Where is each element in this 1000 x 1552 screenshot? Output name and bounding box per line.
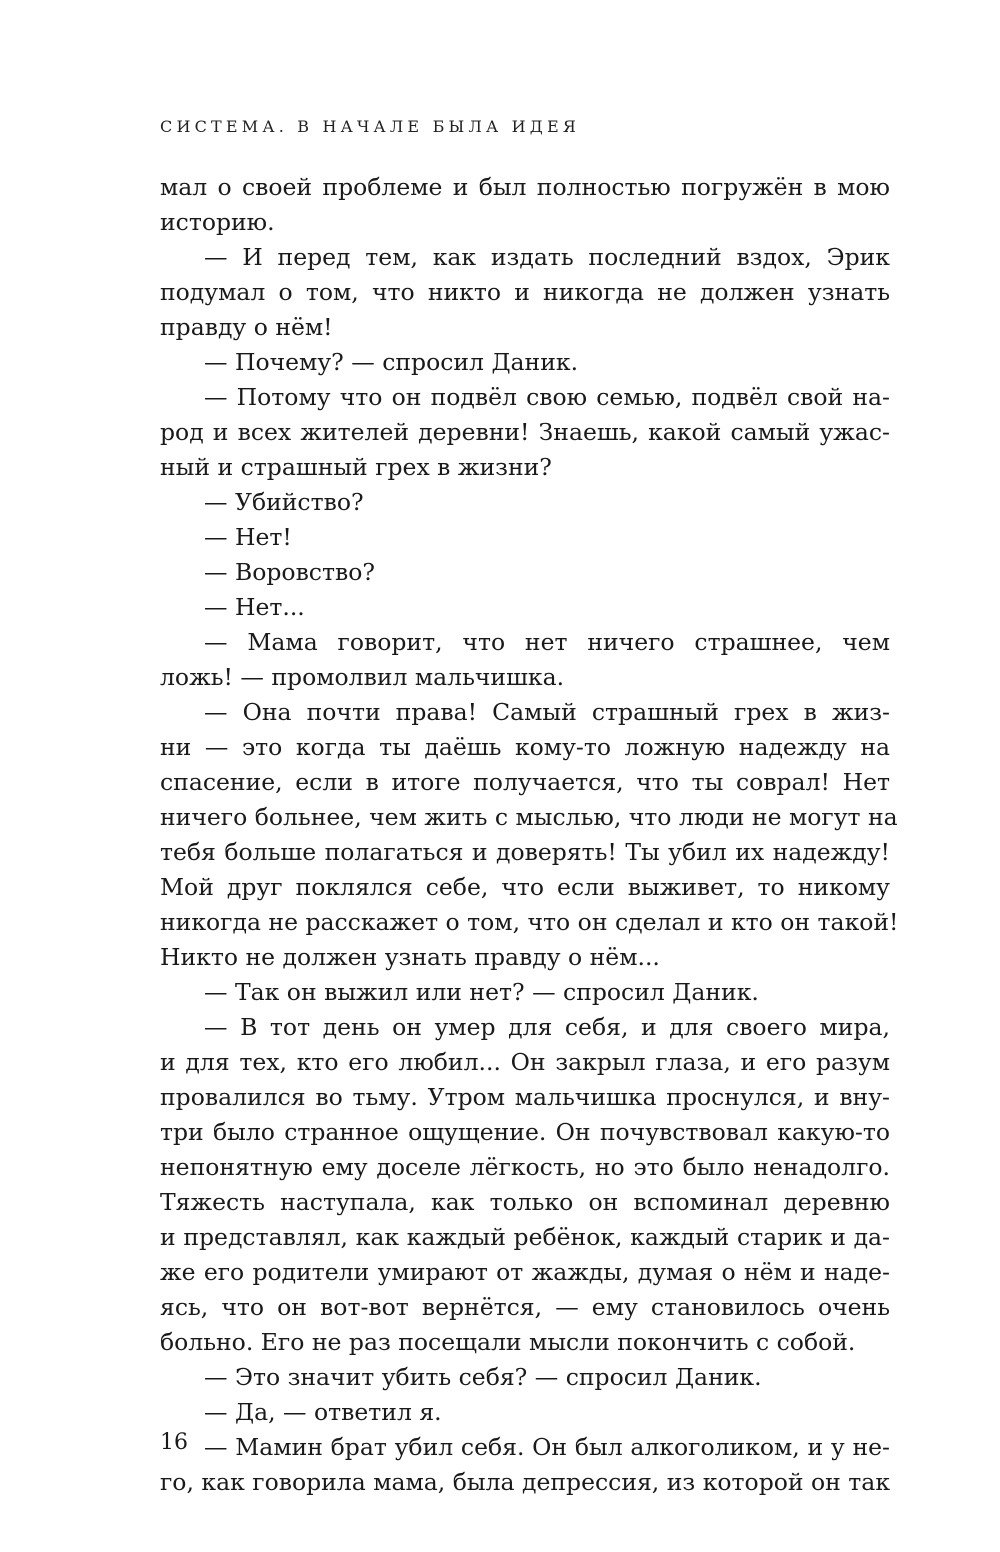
- text-line: историю.: [160, 208, 275, 236]
- paragraph: [160, 1430, 890, 1500]
- text-line: — Нет!: [204, 523, 292, 551]
- text-line: и для тех, кто его любил... Он закрыл глаза, и его разум: [160, 1048, 890, 1076]
- paragraph: [160, 240, 890, 345]
- paragraph: [160, 380, 890, 485]
- paragraph: [160, 520, 890, 555]
- text-line: мал о своей проблеме и был полностью погружён в мою: [160, 173, 890, 201]
- text-line: же его родители умирают от жажды, думая о нём и наде-: [160, 1258, 890, 1286]
- text-line: непонятную ему доселе лёгкость, но это было ненадолго.: [160, 1153, 890, 1181]
- paragraph: [160, 1010, 890, 1360]
- text-line: Тяжесть наступала, как только он вспоминал деревню: [160, 1188, 890, 1216]
- paragraph: [160, 1395, 890, 1430]
- text-line: — В тот день он умер для себя, и для своего мира,: [204, 1013, 890, 1041]
- text-line: — Мамин брат убил себя. Он был алкоголиком, и у не-: [204, 1433, 890, 1461]
- paragraph: [160, 1360, 890, 1395]
- page-number: 16: [160, 1430, 188, 1455]
- text-line: ничего больнее, чем жить с мыслью, что люди не могут на: [160, 803, 898, 831]
- paragraph: [160, 485, 890, 520]
- paragraph: [160, 345, 890, 380]
- text-line: тебя больше полагаться и доверять! Ты убил их надежду!: [160, 838, 890, 866]
- text-line: го, как говорила мама, была депрессия, из которой он так: [160, 1468, 890, 1496]
- text-line: — Да, — ответил я.: [204, 1398, 442, 1426]
- text-line: и представлял, как каждый ребёнок, каждый старик и да-: [160, 1223, 890, 1251]
- text-line: никогда не расскажет о том, что он сделал и кто он такой!: [160, 908, 899, 936]
- text-line: Никто не должен узнать правду о нём...: [160, 943, 660, 971]
- text-line: правду о нём!: [160, 313, 333, 341]
- text-line: больно. Его не раз посещали мысли покончить с собой.: [160, 1328, 856, 1356]
- text-line: — Потому что он подвёл свою семью, подвёл свой на-: [204, 383, 890, 411]
- text-line: подумал о том, что никто и никогда не должен узнать: [160, 278, 890, 306]
- text-line: три было странное ощущение. Он почувствовал какую-то: [160, 1118, 890, 1146]
- text-line: спасение, если в итоге получается, что ты соврал! Нет: [160, 768, 890, 796]
- text-line: — Убийство?: [204, 488, 364, 516]
- text-line: — Воровство?: [204, 558, 375, 586]
- text-line: — Она почти права! Самый страшный грех в жиз-: [204, 698, 890, 726]
- text-line: род и всех жителей деревни! Знаешь, какой самый ужас-: [160, 418, 890, 446]
- paragraph: [160, 170, 890, 240]
- paragraph: [160, 555, 890, 590]
- paragraph: [160, 590, 890, 625]
- text-line: Мой друг поклялся себе, что если выживет, то никому: [160, 873, 890, 901]
- text-line: ни — это когда ты даёшь кому-то ложную надежду на: [160, 733, 890, 761]
- text-line: — Нет...: [204, 593, 305, 621]
- paragraph: [160, 625, 890, 695]
- text-line: — Так он выжил или нет? — спросил Даник.: [204, 978, 759, 1006]
- paragraph: [160, 695, 899, 975]
- body-text: [160, 170, 899, 1500]
- text-line: ложь! — промолвил мальчишка.: [160, 663, 565, 691]
- text-line: ный и страшный грех в жизни?: [160, 453, 552, 481]
- text-line: — Почему? — спросил Даник.: [204, 348, 579, 376]
- paragraph: [160, 975, 890, 1010]
- running-header: СИСТЕМА. В НАЧАЛЕ БЫЛА ИДЕЯ: [160, 117, 580, 136]
- text-line: ясь, что он вот-вот вернётся, — ему становилось очень: [160, 1293, 890, 1321]
- text-line: — Это значит убить себя? — спросил Даник.: [204, 1363, 762, 1391]
- text-line: — Мама говорит, что нет ничего страшнее, чем: [204, 628, 890, 656]
- text-line: провалился во тьму. Утром мальчишка проснулся, и вну-: [160, 1083, 890, 1111]
- text-line: — И перед тем, как издать последний вздох, Эрик: [204, 243, 890, 271]
